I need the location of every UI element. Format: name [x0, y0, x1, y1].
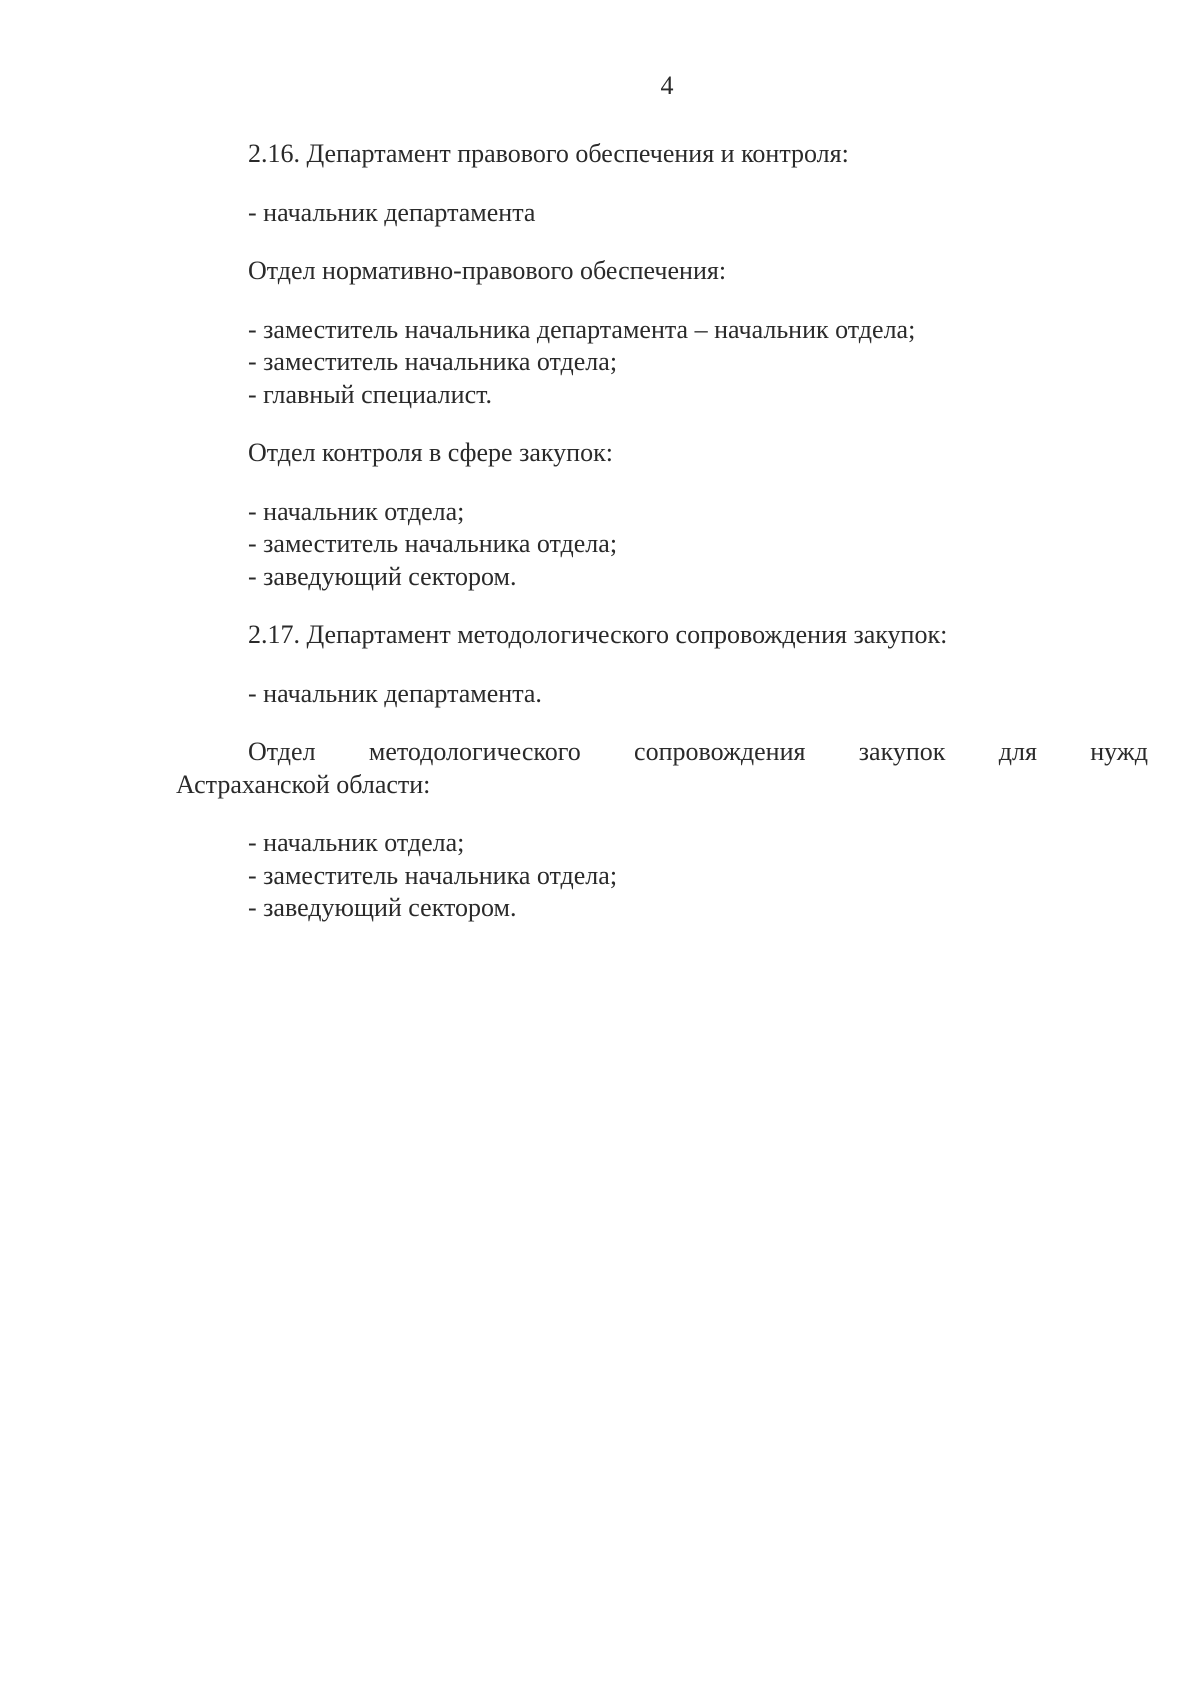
list-item: - главный специалист. [248, 379, 493, 409]
page-number: 4 [660, 71, 674, 100]
dept-normative-legal-positions [176, 314, 1148, 412]
section-2-16-head-list [176, 197, 1148, 230]
section-2-17-title: 2.17. Департамент методологического сопровождения закупок: [248, 620, 948, 649]
list-item: - заведующий сектором. [248, 893, 517, 922]
section-2-16-title: 2.16. Департамент правового обеспечения и контроля: [248, 139, 849, 168]
list-item: - заместитель начальника отдела; [248, 860, 618, 890]
list-item: - заместитель начальника отдела; [248, 347, 618, 376]
dept-methodology-title [176, 736, 1148, 801]
dept-procurement-control-title: Отдел контроля в сфере закупок: [248, 438, 613, 467]
list-item: - заместитель начальника департамента – начальник отдела; [248, 314, 916, 344]
list-item: - начальник департамента [248, 197, 536, 227]
list-item: - начальник департамента. [248, 678, 542, 708]
dept-methodology-title-line-2: Астраханской области: [176, 769, 431, 799]
section-2-17-head-list [176, 678, 1148, 711]
list-item: - заведующий сектором. [248, 561, 517, 591]
dept-methodology-title-line-1: Отдел методологического сопровождения закупок для нужд [248, 737, 1148, 766]
list-item: - заместитель начальника отдела; [248, 529, 618, 558]
list-item: - начальник отдела; [248, 496, 465, 526]
list-item: - начальник отдела; [248, 828, 465, 857]
dept-methodology-positions [176, 827, 1148, 925]
document-body [176, 138, 1148, 951]
dept-normative-legal-title: Отдел нормативно-правового обеспечения: [248, 256, 727, 285]
dept-procurement-control-positions [176, 496, 1148, 594]
